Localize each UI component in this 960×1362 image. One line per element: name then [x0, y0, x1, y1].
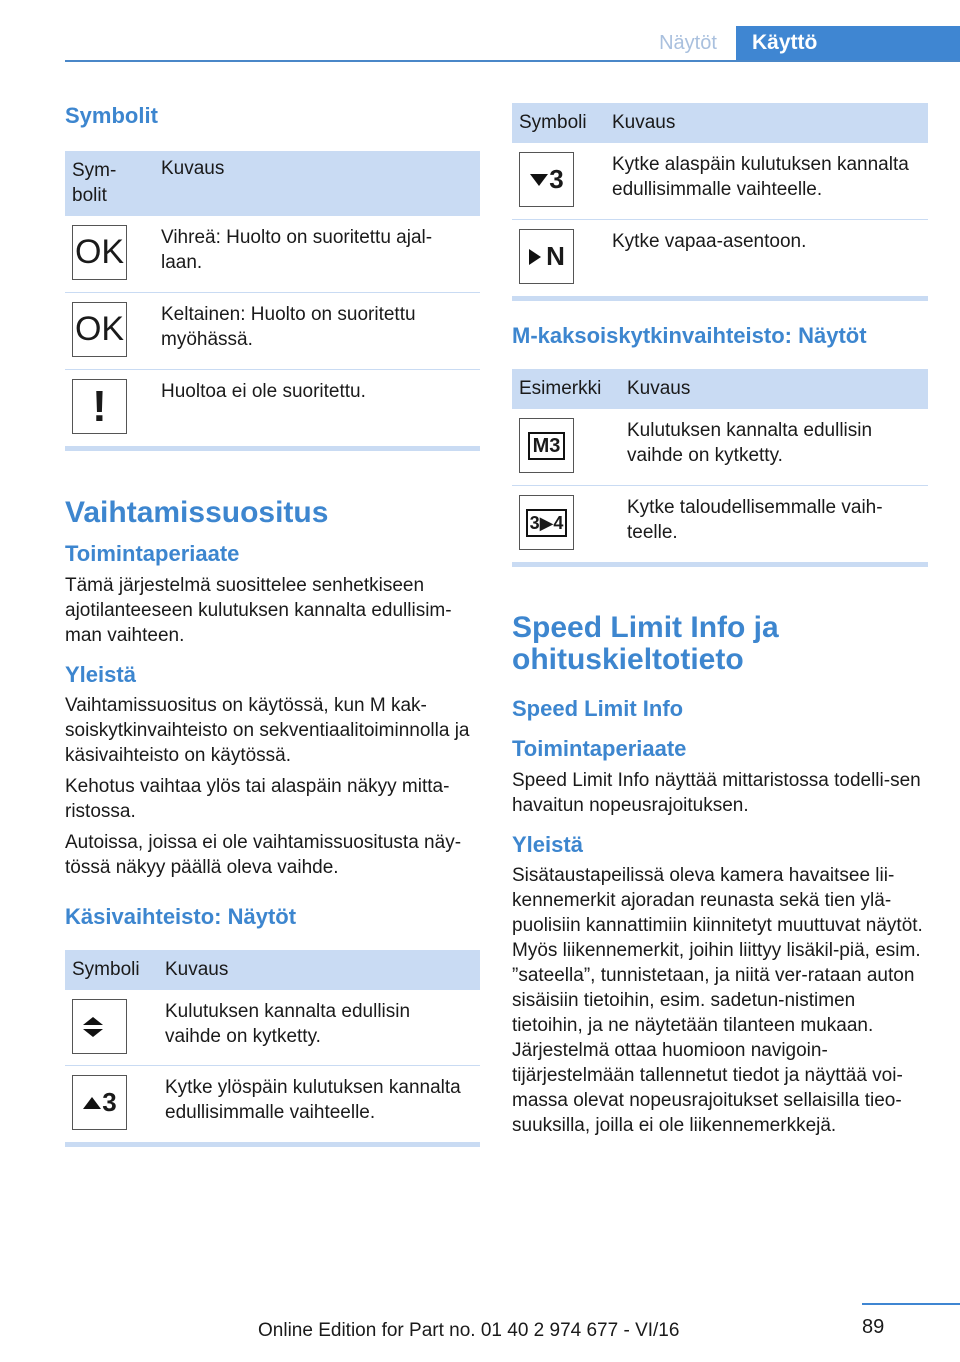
- header-rule: [65, 60, 960, 62]
- upshift-icon: 3: [72, 1075, 127, 1130]
- row-desc: Vihreä: Huolto on suoritettu ajal- laan.: [161, 227, 433, 273]
- shift-3-to-4-icon: 3▶4: [519, 495, 574, 550]
- gear-updown-icon: [72, 999, 127, 1054]
- downshift-icon: 3: [519, 152, 574, 207]
- neutral-icon: N: [519, 229, 574, 284]
- tab-naytot[interactable]: Näytöt: [659, 32, 717, 54]
- general-title: Yleistä: [65, 662, 136, 687]
- ok-icon: OK: [72, 302, 127, 357]
- right-column: [512, 103, 928, 1138]
- row-desc: Kytke alaspäin kulutuksen kannalta edullisimmalle vaihteelle.: [612, 154, 909, 200]
- principle-title: Toimintaperiaate: [512, 736, 687, 761]
- header-cell: Sym- bolit: [72, 160, 117, 206]
- row-desc: Kulutuksen kannalta edullisin vaihde on kytketty.: [627, 420, 873, 466]
- header-cell: Symboli: [519, 112, 587, 133]
- table-row: [65, 216, 480, 293]
- table-end-rule: [65, 1142, 480, 1147]
- footer-rule: [862, 1303, 960, 1305]
- table-row: [512, 486, 928, 562]
- gear-m3-icon: M3: [519, 418, 574, 473]
- m-table-header: [512, 369, 928, 409]
- header-cell: Kuvaus: [612, 112, 676, 133]
- table-row: [512, 220, 928, 296]
- principle-text: Tämä järjestelmä suosittelee senhetkiseen ajotilanteeseen kulutuksen kannalta edullisim-man vaihteen.: [65, 575, 452, 646]
- symbols-table-header: [65, 151, 480, 216]
- table-row: [512, 409, 928, 486]
- warning-icon: !: [72, 379, 127, 434]
- ok-icon: OK: [72, 225, 127, 280]
- general-title: Yleistä: [512, 832, 583, 857]
- header-cell: Symboli: [72, 959, 140, 980]
- general-text-2: Kehotus vaihtaa ylös tai alaspäin näkyy mitta-ristossa.: [65, 776, 450, 822]
- top-table-header: [512, 103, 928, 143]
- header-cell: Kuvaus: [165, 959, 229, 980]
- manual-title: Käsivaihteisto: Näytöt: [65, 904, 297, 929]
- m-title: M-kaksoiskytkinvaihteisto: Näytöt: [512, 323, 867, 348]
- page-number: 89: [862, 1316, 885, 1338]
- row-desc: Keltainen: Huolto on suoritettu myöhässä.: [161, 304, 416, 350]
- row-desc: Huoltoa ei ole suoritettu.: [161, 381, 366, 402]
- tab-kaytto[interactable]: Käyttö: [736, 26, 960, 62]
- header-cell: Kuvaus: [161, 158, 225, 179]
- row-desc: Kulutuksen kannalta edullisin vaihde on kytketty.: [165, 1001, 411, 1047]
- principle-title: Toimintaperiaate: [65, 541, 240, 566]
- table-row: [65, 1066, 480, 1142]
- table-row: [65, 370, 480, 446]
- speed-subtitle: Speed Limit Info: [512, 696, 684, 721]
- principle-text: Speed Limit Info näyttää mittaristossa todelli-sen havaitun nopeusrajoituksen.: [512, 770, 921, 816]
- general-text-3: Autoissa, joissa ei ole vaihtamissuositusta näy-tössä näkyy päällä oleva vaihde.: [65, 832, 462, 878]
- section-title: Vaihtamissuositus: [65, 496, 329, 529]
- header-cell: Esimerkki: [519, 378, 602, 399]
- header-cell: Kuvaus: [627, 378, 691, 399]
- edition-footer: Online Edition for Part no. 01 40 2 974 677 - VI/16: [258, 1320, 680, 1341]
- left-column: [65, 103, 480, 1147]
- row-desc: Kytke vapaa-asentoon.: [612, 231, 807, 252]
- general-text: Sisätaustapeilissä oleva kamera havaitsee lii-kennemerkit ajoradan reunasta sekä tien ylä-puolisiin kannattimiin kiinnitetyt muuttuvat näytöt. Myös liikennemerkit, joihin liittyy lisäkil-piä, esim. ”sateella”, tunnistetaan, ja niitä ver-rataan auton sisäisiin tietoihin, esim. sadetun-nistimen tietoihin, ja ne näytetään tilanteen mukaan. Järjestelmä ottaa huomioon navigoin-tijärjestelmään tallennetut tiedot ja näyttää voi-massa olevat nopeusrajoitukset sellaisilla tieo-suuksilla, joilla ei ole liikennemerkkejä.: [512, 865, 923, 1136]
- row-desc: Kytke taloudellisemmalle vaih- teelle.: [627, 497, 883, 543]
- speed-title: Speed Limit Info ja ohituskieltotieto: [512, 611, 779, 676]
- symbols-title: Symbolit: [65, 103, 158, 128]
- table-row: [65, 293, 480, 370]
- manual-table-header: [65, 950, 480, 990]
- table-row: [512, 143, 928, 220]
- general-text-1: Vaihtamissuositus on käytössä, kun M kak-soiskytkinvaihteisto on sekventiaalitoiminnolla ja käsivaihteisto on käytössä.: [65, 695, 470, 766]
- table-row: [65, 990, 480, 1066]
- row-desc: Kytke ylöspäin kulutuksen kannalta edullisimmalle vaihteelle.: [165, 1077, 461, 1123]
